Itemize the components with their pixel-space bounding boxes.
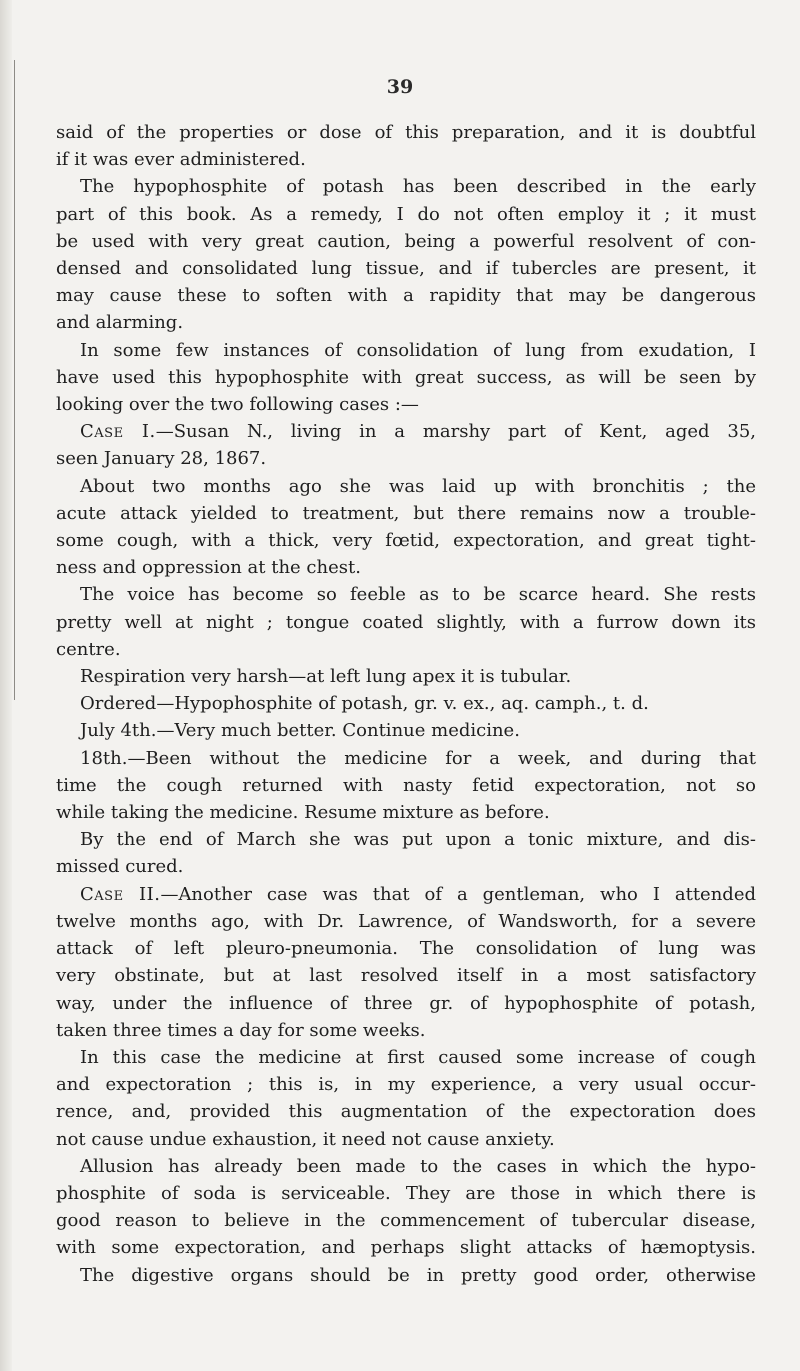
text-line: not cause undue exhaustion, it need not cause anxiety. [56, 1128, 555, 1150]
text-line: some cough, with a thick, very fœtid, expectoration, and great tight- [56, 530, 756, 552]
text-line: be used with very great caution, being a powerful resolvent of con- [56, 230, 756, 252]
text-line: In this case the medicine at first caused some increase of cough [80, 1046, 756, 1068]
line-text: —Another case was that of a gentleman, who I attended [160, 883, 756, 905]
text-line: July 4th.—Very much better. Continue medicine. [80, 720, 520, 742]
text-line: In some few instances of consolidation of lung from exudation, I [80, 339, 756, 361]
text-line: with some expectoration, and perhaps slight attacks of hæmoptysis. [56, 1237, 756, 1259]
page-number: 39 [386, 76, 414, 98]
text-line: taken three times a day for some weeks. [56, 1019, 426, 1041]
text-line: said of the properties or dose of this preparation, and it is doubtful [56, 122, 756, 143]
text-line: Ordered—Hypophosphite of potash, gr. v. ex., aq. camph., t. d. [80, 693, 649, 715]
text-line: good reason to believe in the commencement of tubercular disease, [56, 1210, 756, 1232]
body-text [56, 119, 756, 1289]
text-line: densed and consolidated lung tissue, and if tubercles are present, it [56, 258, 756, 280]
text-line: and expectoration ; this is, in my experience, a very usual occur- [56, 1074, 756, 1096]
text-line: Respiration very harsh—at left lung apex it is tubular. [80, 666, 572, 688]
text-line: rence, and, provided this augmentation of the expectoration does [56, 1101, 756, 1123]
text-line: way, under the influence of three gr. of hypophosphite of potash, [56, 992, 756, 1014]
text-line: looking over the two following cases :— [56, 394, 419, 416]
text-line: may cause these to soften with a rapidity that may be dangerous [56, 285, 756, 307]
page-binding-edge [0, 0, 12, 1371]
text-line: About two months ago she was laid up with bronchitis ; the [80, 475, 756, 497]
text-line: ness and oppression at the chest. [56, 557, 361, 579]
text-line: phosphite of soda is serviceable. They are those in which there is [56, 1182, 756, 1204]
text-line: The voice has become so feeble as to be scarce heard. She rests [80, 584, 756, 606]
page-binding-shadow [14, 60, 15, 700]
text-line: attack of left pleuro-pneumonia. The consolidation of lung was [56, 938, 756, 960]
text-line: The hypophosphite of potash has been described in the early [80, 176, 756, 198]
text-line [56, 881, 756, 908]
text-line: if it was ever administered. [56, 149, 306, 171]
text-line: part of this book. As a remedy, I do not often employ it ; it must [56, 203, 756, 225]
text-line [56, 418, 756, 445]
text-line: The digestive organs should be in pretty good order, otherwise [80, 1264, 756, 1286]
text-line: centre. [56, 638, 121, 660]
text-line: By the end of March she was put upon a tonic mixture, and dis- [80, 829, 756, 851]
text-line: 18th.—Been without the medicine for a week, and during that [80, 747, 756, 769]
text-line: twelve months ago, with Dr. Lawrence, of Wandsworth, for a severe [56, 910, 756, 932]
text-line: while taking the medicine. Resume mixture as before. [56, 802, 550, 824]
text-line: and alarming. [56, 312, 184, 334]
case-label: Case II. [80, 883, 161, 905]
text-line: have used this hypophosphite with great success, as will be seen by [56, 366, 756, 388]
text-line: very obstinate, but at last resolved itself in a most satisfactory [56, 965, 756, 987]
text-line: pretty well at night ; tongue coated slightly, with a furrow down its [56, 611, 756, 633]
text-line: missed cured. [56, 856, 184, 878]
text-line: Allusion has already been made to the cases in which the hypo- [80, 1155, 756, 1177]
line-text: —Susan N., living in a marshy part of Kent, aged 35, [155, 421, 756, 443]
case-label: Case I. [80, 421, 156, 443]
text-line: acute attack yielded to treatment, but there remains now a trouble- [56, 502, 756, 524]
text-line: seen January 28, 1867. [56, 448, 267, 470]
text-line: time the cough returned with nasty fetid expectoration, not so [56, 774, 756, 796]
